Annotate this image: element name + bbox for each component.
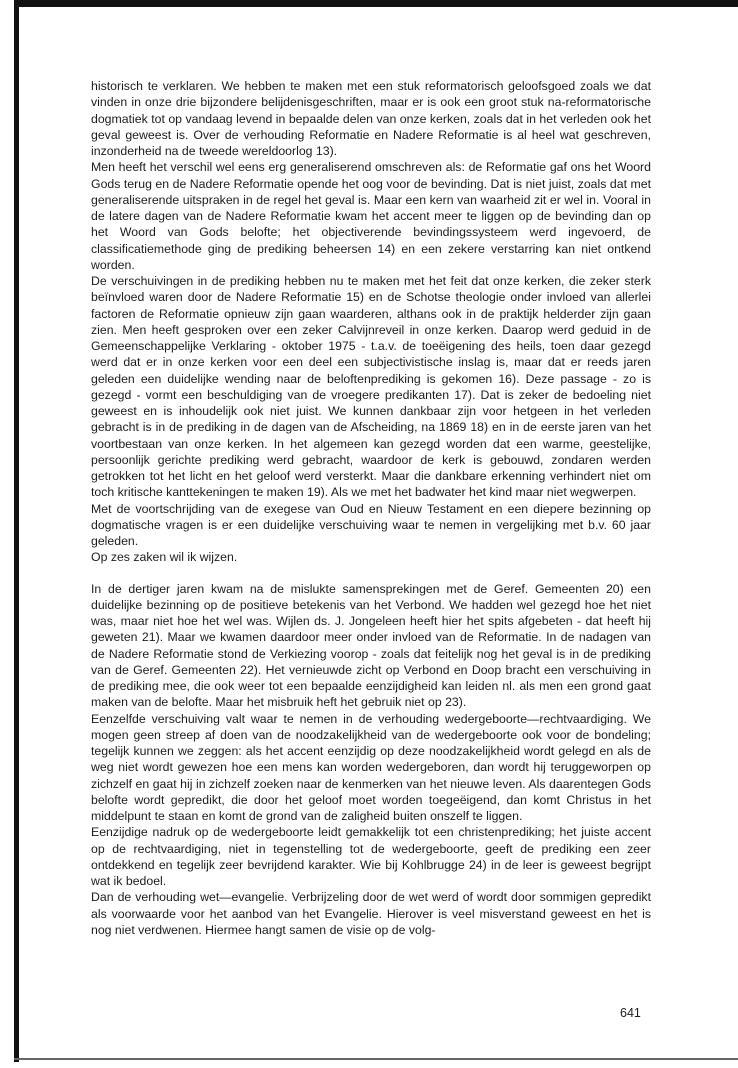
paragraph: Met de voortschrijding van de exegese van Oud en Nieuw Testament en een diepere bezinning op dogmatische vragen is er een duidelijke verschuiving waar te nemen in vergelijking met b.v. 60 jaar geleden. (91, 501, 651, 548)
paragraph: In de dertiger jaren kwam na de mislukte samensprekingen met de Geref. Gemeenten 20) een duidelijke bezinning op de positieve betekenis van het Verbond. We hadden wel gezegd hoe het niet was, maar niet hoe het wel was. Wijlen ds. J. Jongeleen heeft hier het spits afgebeten - dat heeft hij geweten 21). Maar we kwamen daardoor meer onder invloed van de Reformatie. In de nadagen van de Nadere Reformatie stond de Verkiezing voorop - zoals dat feitelijk nog het geval is in de prediking van de Geref. Gemeenten 22). Het vernieuwde zicht op Verbond en Doop bracht een verschuiving in de prediking mee, die ook weer tot een bepaalde eenzijdigheid kan leiden nl. als men een grond gaat maken van de belofte. Maar het misbruik heft het gebruik niet op 23). (91, 581, 651, 710)
paragraph: Men heeft het verschil wel eens erg generaliserend omschreven als: de Reformatie gaf ons het Woord Gods terug en de Nadere Reformatie opende het oog voor de bevinding. Dat is niet juist, zoals dat met generaliserende uitspraken in de regel het geval is. Maar een kern van waarheid zit er wel in. Vooral in de latere dagen van de Nadere Reformatie kwam het accent meer te liggen op de bevinding dan op het Woord van Gods belofte; het objectiverende bevindingssysteem werd ingevoerd, de classificatiemethode ging de prediking beheersen 14) en een zekere verstarring kan niet ontkend worden. (91, 160, 651, 272)
paragraph: Dan de verhouding wet—evangelie. Verbrijzeling door de wet werd of wordt door sommigen gepredikt als voorwaarde voor het aanbod van het Evangelie. Hierover is veel misverstand geweest en het is nog niet verdwenen. Hiermee hangt samen de visie op de volg- (91, 890, 651, 937)
page-number: 641 (620, 1006, 641, 1020)
paragraph: Eenzijdige nadruk op de wedergeboorte leidt gemakkelijk tot een christenprediking; het juiste accent op de rechtvaardiging, niet in tegenstelling tot de wedergeboorte, geeft de prediking een zeer ontdekkend en tegelijk zeer bevrijdend karakter. Wie bij Kohlbrugge 24) in de leer is geweest begrijpt wat ik bedoel. (91, 825, 651, 888)
scan-edge-bottom (14, 1058, 738, 1060)
paragraph: Op zes zaken wil ik wijzen. (91, 550, 238, 565)
paragraph: historisch te verklaren. We hebben te maken met een stuk reformatorisch geloofsgoed zoals we dat vinden in onze drie bijzondere belijdenisgeschriften, maar er is ook een groot stuk na-reformatorische dogmatiek tot op vandaag levend in bepaalde delen van onze kerken, zoals dat in het verleden ook het geval geweest is. Over de verhouding Reformatie en Nadere Reformatie is al heel wat geschreven, inzonderheid na de tweede wereldoorlog 13). (91, 79, 651, 158)
body-text (91, 78, 651, 938)
paragraph: Eenzelfde verschuiving valt waar te nemen in de verhouding wedergeboorte—rechtvaardiging. We mogen geen streep af doen van de noodzakelijkheid van de wedergeboorte ook voor de bondeling; tegelijk kunnen we zeggen: als het accent eenzijdig op deze noodzakelijkheid wordt gelegd en als de weg niet wordt gewezen hoe een mens kan worden wedergeboren, dan wordt hij teruggeworpen op zichzelf en gaat hij in zichzelf zoeken naar de kenmerken van het nieuwe leven. Als daarentegen Gods belofte wordt gepredikt, die door het geloof moet worden toegeëigend, dan komt Christus in het middelpunt te staan en komt de grond van de zaligheid buiten onszelf te liggen. (91, 711, 651, 823)
paragraph: De verschuivingen in de prediking hebben nu te maken met het feit dat onze kerken, die zeker sterk beïnvloed waren door de Nadere Reformatie 15) en de Schotse theologie onder invloed van allerlei factoren de Reformatie opnieuw zijn gaan waarderen, althans ook in de praktijk helderder zijn gaan zien. Men heeft gesproken over een zeker Calvijnreveil in onze kerken. Daarop werd geduid in de Gemeenschappelijke Verklaring - oktober 1975 - t.a.v. de toeëigening des heils, toen daar gezegd werd dat er in onze kerken voor een deel een subjectivistische inslag is, maar dat er reeds jaren geleden een duidelijke wending naar de beloftenprediking is gekomen 16). Deze passage - zo is gezegd - vormt een beschuldiging van de vroegere predikanten 17). Dat is zeker de bedoeling niet geweest en is inhoudelijk ook niet juist. We kunnen dankbaar zijn voor hetgeen in het verleden gebracht is in de prediking in de dagen van de Afscheiding, na 1869 18) en in de eerste jaren van het voortbestaan van onze kerken. In het algemeen kan gezegd worden dat een warme, geestelijke, persoonlijk gerichte prediking werd gebracht, waardoor de kerk is gebouwd, zondaren werden getrokken tot het licht en het geloof werd versterkt. Maar die dankbare erkenning verhindert niet om toch kritische kanttekeningen te maken 19). Als we met het badwater het kind maar niet wegwerpen. (91, 274, 651, 500)
scan-edge-top (14, 0, 738, 7)
scan-edge-left (14, 0, 19, 1062)
